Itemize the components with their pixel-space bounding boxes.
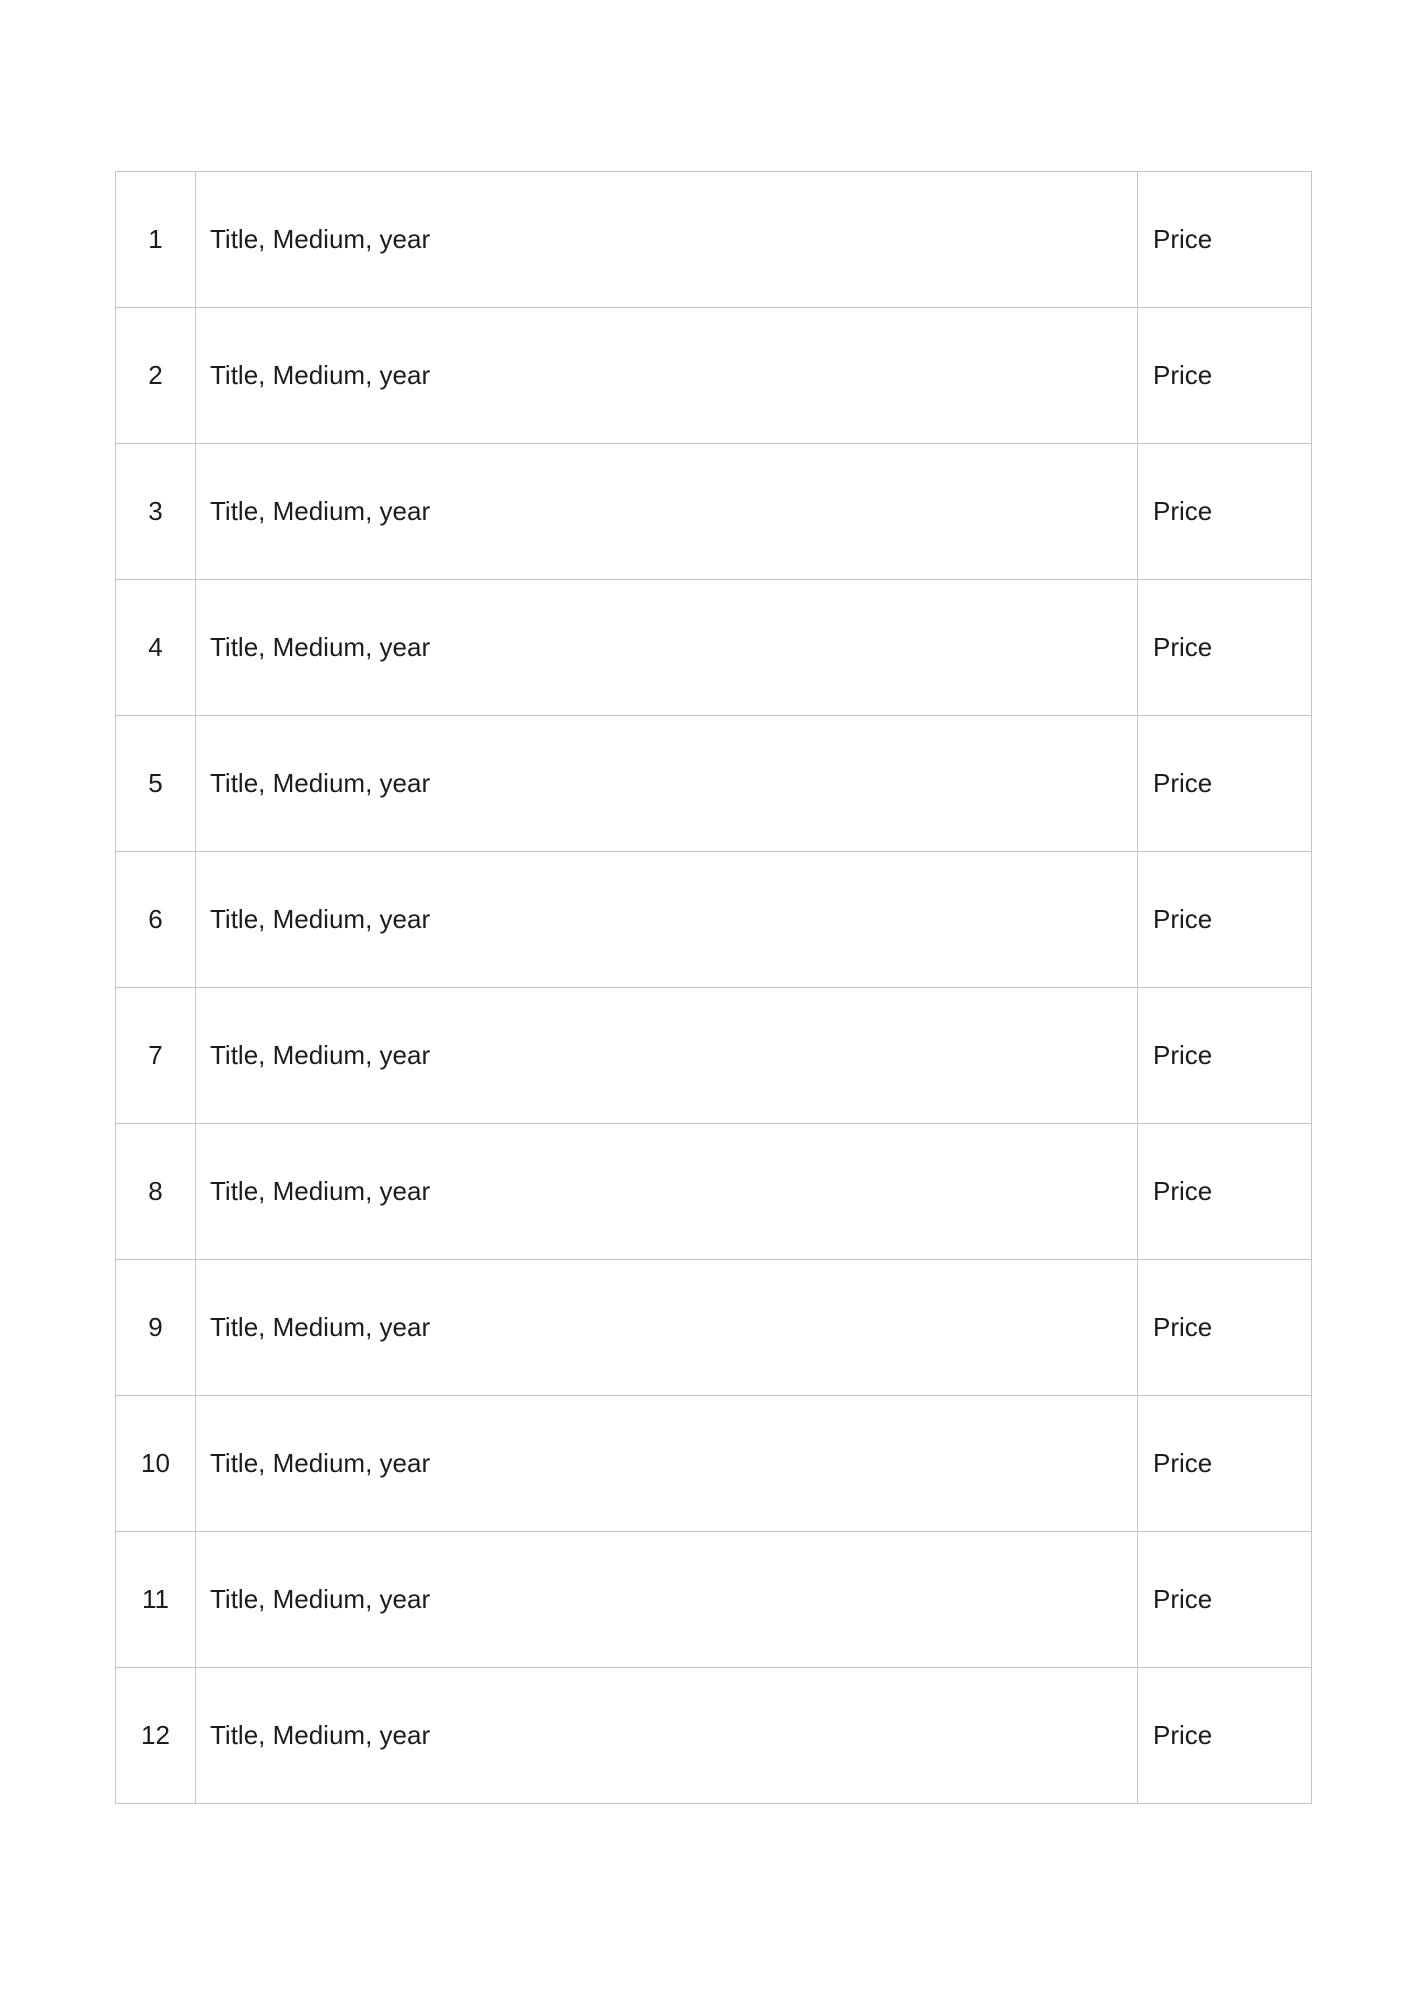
artwork-description: Title, Medium, year [196,308,1138,444]
row-number: 7 [116,988,196,1124]
table-row [116,172,1312,308]
table-row [116,1124,1312,1260]
artwork-description: Title, Medium, year [196,580,1138,716]
artwork-description: Title, Medium, year [196,988,1138,1124]
table-row [116,1532,1312,1668]
row-number: 5 [116,716,196,852]
table-row [116,988,1312,1124]
table-row [116,716,1312,852]
artwork-price: Price [1138,1260,1312,1396]
artwork-price: Price [1138,1396,1312,1532]
artwork-price-table [115,171,1312,1804]
artwork-price: Price [1138,1124,1312,1260]
artwork-price: Price [1138,172,1312,308]
artwork-description: Title, Medium, year [196,852,1138,988]
row-number: 11 [116,1532,196,1668]
row-number: 3 [116,444,196,580]
row-number: 6 [116,852,196,988]
artwork-description: Title, Medium, year [196,172,1138,308]
row-number: 1 [116,172,196,308]
table-row [116,580,1312,716]
row-number: 8 [116,1124,196,1260]
artwork-description: Title, Medium, year [196,1260,1138,1396]
row-number: 9 [116,1260,196,1396]
artwork-description: Title, Medium, year [196,444,1138,580]
artwork-description: Title, Medium, year [196,1532,1138,1668]
artwork-price: Price [1138,1668,1312,1804]
row-number: 4 [116,580,196,716]
artwork-description: Title, Medium, year [196,1668,1138,1804]
artwork-description: Title, Medium, year [196,1396,1138,1532]
artwork-price: Price [1138,852,1312,988]
artwork-price: Price [1138,988,1312,1124]
table-row [116,444,1312,580]
artwork-price: Price [1138,1532,1312,1668]
artwork-price: Price [1138,716,1312,852]
table-row [116,852,1312,988]
artwork-price: Price [1138,580,1312,716]
artwork-description: Title, Medium, year [196,1124,1138,1260]
table-row [116,1668,1312,1804]
artwork-price: Price [1138,308,1312,444]
table-row [116,1396,1312,1532]
table-row [116,1260,1312,1396]
artwork-description: Title, Medium, year [196,716,1138,852]
artwork-price: Price [1138,444,1312,580]
row-number: 2 [116,308,196,444]
row-number: 10 [116,1396,196,1532]
row-number: 12 [116,1668,196,1804]
table-row [116,308,1312,444]
